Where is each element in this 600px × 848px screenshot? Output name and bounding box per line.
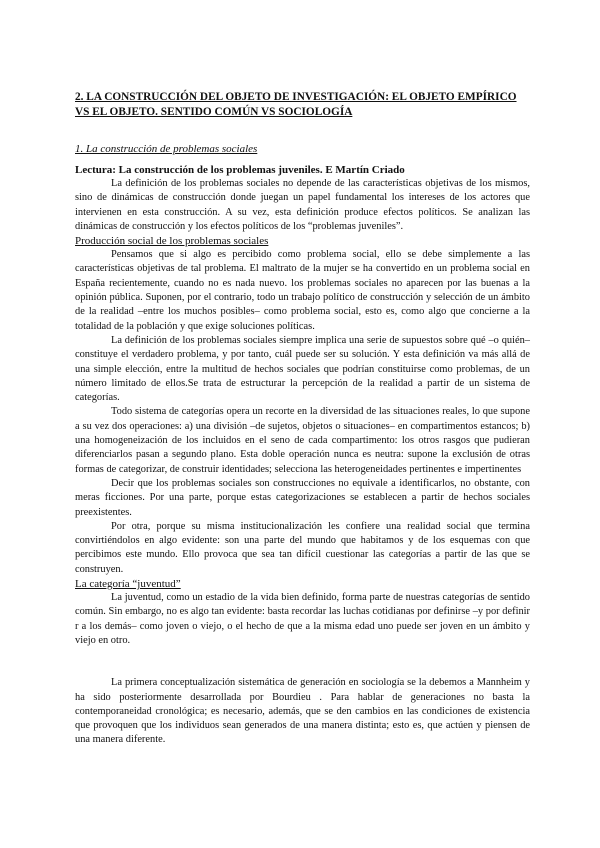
- paragraph: Todo sistema de categorías opera un recorte en la diversidad de las situaciones reales, lo que supone a su vez dos operaciones: a) una división –de sujetos, objetos o situaciones– en compartimentos estancos; b) una homogeneización de los incluidos en el seno de cada compartimento: los otros rasgos que pudieran diferenciarlos pasan a segundo plano. Esta doble operación nunca es neutra: supone la exclusión de otras formas de categorizar, de construir identidades; selecciona las heterogeneidades pertinentes e impertinentes: [75, 406, 530, 475]
- paragraph: La definición de los problemas sociales siempre implica una serie de supuestos sobre qué –o quién– constituye el verdadero problema, y por tanto, cuál puede ser su solución. Y esta definición va más allá de una simple elección, entre la multitud de hechos sociales que podrían constituirse como problemas, de un número limitado de ellos.Se trata de estructurar la percepción de la realidad a partir de un sistema de categorías.: [75, 334, 530, 404]
- subheading-social-production: Producción social de los problemas sociales: [75, 235, 269, 248]
- paragraph: Por otra, porque su misma institucionalización les confiere una realidad social que termina convirtiéndolos en algo evidente: son una parte del mundo que habitamos y de los esquemas con que percibimos este mundo. Ello provoca que sea tan difícil cuestionar las categorías a partir de las que se construyen.: [75, 520, 530, 575]
- reading-heading: Lectura: La construcción de los problemas juveniles. E Martín Criado: [75, 164, 405, 176]
- paragraph-intro: La definición de los problemas sociales no depende de las características objetivas de los mismos, sino de dinámicas de construcción donde juegan un papel fundamental los intereses de los actores que intervienen en esta construcción. A su vez, esta definición produce efectos políticos. Se analizan las dinámicas de construcción y los efectos políticos de los “problemas juveniles”.: [75, 178, 530, 232]
- paragraph: La primera conceptualización sistemática de generación en sociología se la debemos a Mannheim y ha sido posteriormente desarrollada por Bourdieu . Para hablar de generaciones no basta la contemporaneidad cronológica; es necesario, además, que se den cambios en las condiciones de existencia que provoquen que los individuos sean generados de una manera distinta; esto es, que actúen y piensen de una manera diferente.: [75, 677, 530, 746]
- paragraph: Decir que los problemas sociales son construcciones no equivale a identificarlos, no obstante, con meras ficciones. Por una parte, porque estas categorizaciones se establecen a partir de hechos sociales preexistentes.: [75, 477, 530, 518]
- section-heading: 1. La construcción de problemas sociales: [75, 143, 258, 155]
- paragraph: La juventud, como un estadio de la vida bien definido, forma parte de nuestras categorías de sentido común. Sin embargo, no es algo tan evidente: basta recordar las luchas cotidianas por definirse –y por definir r a los demás– como joven o viejo, o el hecho de que a la misma edad uno puede ser joven en un ámbito y viejo en otro.: [75, 592, 530, 646]
- spacer: [75, 648, 530, 676]
- chapter-title: 2. LA CONSTRUCCIÓN DEL OBJETO DE INVESTIGACIÓN: EL OBJETO EMPÍRICO VS EL OBJETO. SENTIDO COMÚN VS SOCIOLOGÍA: [75, 91, 517, 118]
- paragraph: Pensamos que si algo es percibido como problema social, ello se debe simplemente a las características objetivas de tal problema. El maltrato de la mujer se ha convertido en un problema social en España recientemente, cuando no es nada nuevo. los problemas sociales no aparecen por las buenas a la opinión pública. Suponen, por el contrario, todo un trabajo político de construcción y selección de un ámbito de la realidad –entre los muchos posibles– como problema social, esto es, como algo que concierne a la totalidad de la población y que exige soluciones políticas.: [75, 249, 530, 332]
- subheading-youth-category: La categoría “juventud”: [75, 578, 181, 591]
